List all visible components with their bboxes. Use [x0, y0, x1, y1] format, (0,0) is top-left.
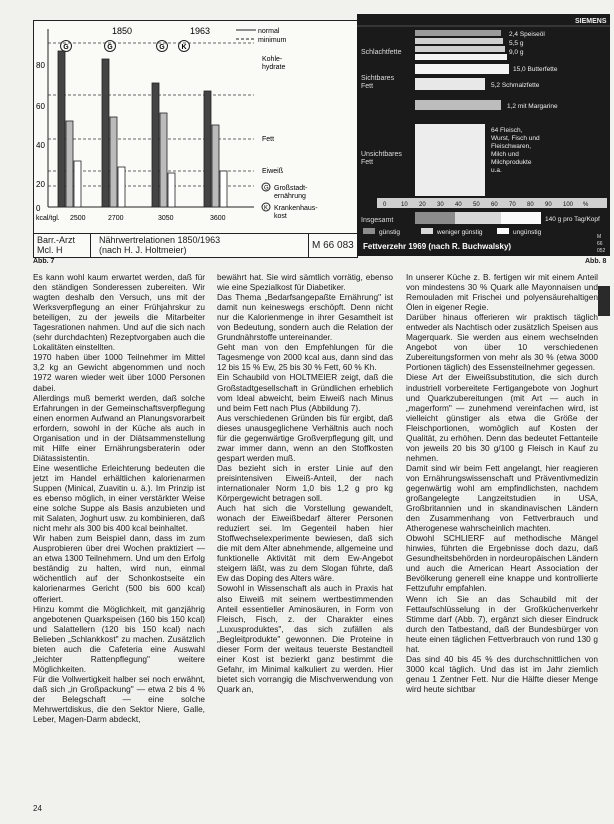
- fig7-circle-markers: [61, 41, 190, 52]
- svg-text:günstig: günstig: [379, 229, 400, 236]
- paragraph: Das Thema „Bedarfsangepaßte Ernährung" ist damit nun keineswegs erschöpft. Denn nicht nur die Kalorienmenge in ihrer Gesamtheit ist von Bedeutung, sondern auch die Relation der Grundnährstoffe untereinander.: [217, 292, 393, 343]
- svg-text:Großstadt-: Großstadt-: [274, 185, 308, 192]
- svg-text:hydrate: hydrate: [262, 64, 286, 71]
- svg-text:Sichtbares: Sichtbares: [361, 75, 395, 82]
- fig8-bar-3: [415, 54, 507, 60]
- fig8-axis: [377, 198, 607, 208]
- fig8-side-code: [597, 234, 606, 254]
- fig8-legend: [363, 228, 542, 236]
- svg-text:u.a.: u.a.: [491, 167, 502, 174]
- fig7-year-1963: 1963: [190, 26, 211, 36]
- svg-text:K: K: [264, 205, 269, 212]
- siemens-logo: SIEMENS: [575, 18, 607, 25]
- paragraph: In unserer Küche z. B. fertigen wir mit einem Anteil von mindestens 30 % Quark alle Mayonnaisen und Remouladen mit Frischei und polyensäurehaltigen Ölen in eigener Regie.: [406, 272, 598, 313]
- svg-text:2500: 2500: [70, 215, 86, 222]
- fig7-x-ticks: [36, 215, 226, 222]
- fig7-bar-g2-kh: [102, 59, 109, 207]
- paragraph: Für die Vollwertigkeit halber sei noch erwähnt, daß sich „in Großpackung" — etwa 2 bis 4 % der Belegschaft — eine solche Mehrwertdiskus, die den Sektor Niere, Galle, Leber, Magen-Darm abdeckt,: [33, 673, 205, 725]
- paragraph: Aus verschiedenen Gründen bis für ergibt, daß dieses unausgeglichene Verhältnis auch noch für die gegenwärtige Großverpflegung gilt, und zwar immer dann, wenn an den Stoffkosten gespart werden muß.: [217, 412, 393, 463]
- svg-text:2,4 Speiseöl: 2,4 Speiseöl: [509, 31, 545, 38]
- svg-text:G: G: [107, 44, 113, 51]
- svg-text:Milch und: Milch und: [491, 151, 519, 158]
- paragraph: Damit sind wir beim Fett angelangt, hier reagieren von Ernährungswissenschaft und Präventivmedizin gegenwärtig wohl am empfindlichsten, nachdem großangelegte Langzeitstudien in USA, Großbritannien und in skandinavischen Ländern den Zusammenhang von Fettverbrauch und Atherogenese wahrscheinlich machten.: [406, 462, 598, 534]
- fig8-bar-labels: [491, 31, 558, 174]
- paragraph: Wenn ich Sie an das Schaubild mit der Fettaufschlüsselung in der Großküchenverkehr Stimme darf (Abb. 7), ergänzt sich dieser Eindruck durch den Tatbestand, daß der Bundesbürger von heute einen täglichen Fettverbrauch von rund 130 g hat.: [406, 593, 598, 654]
- text-column-2: [217, 272, 393, 694]
- svg-text:052: 052: [597, 248, 606, 254]
- fig7-bar-g3-fett: [160, 113, 167, 207]
- paragraph: Allerdings muß bemerkt werden, daß solche Erfahrungen in der Gemeinschaftsverpflegung einen enormen Aufwand an Planungsvorarbeit erfordern, sowohl in der Küche als auch in Organisation und in der Diätsammenstellung mit Hilfe einer Ernährungsberaterin oder Diätassistentin.: [33, 392, 205, 463]
- fig8-total-label: 140 g pro Tag/Kopf: [545, 216, 600, 223]
- svg-text:Fleischwaren,: Fleischwaren,: [491, 143, 532, 150]
- page-number: 24: [33, 804, 42, 813]
- fig7-year-1850: 1850: [112, 26, 133, 36]
- fig7-chart: [34, 21, 357, 233]
- paragraph: Sowohl in Wissenschaft als auch in Praxis hat also Eiweiß mit seinem wertbestimmenden Anteil essentieller Aminosäuren, in Form von Fleisch, Fisch, z. der Charakter eines „Luxusproduktes", das sich zufällen als „Begleitprodukte" gewonnen. Die Proteine in dieser Form der weitaus teuerste Bestandteil einer Kost ist bezierkt ganz bestimmt die Gefahr, im Minimal kalkuliert zu werden. Hier bietet sich vorrangig die Mischverwendung von Quark an,: [217, 583, 393, 694]
- svg-text:80: 80: [36, 61, 45, 70]
- svg-text:30: 30: [437, 202, 444, 208]
- svg-text:3050: 3050: [158, 215, 174, 222]
- paragraph: Es kann wohl kaum erwartet werden, daß für den ständigen Sonderessen zubereiten. Wir wagten deshalb den Versuch, uns mit der Werksverpflegung an einer Frühjahrskur zu beteiligen, zu der jeweils die Mitarbeiter Tagesrationen nahmen. Und auf die sich nach (sehr durchdachten) Rezeptvorgaben auch die Lokalitäten einstellten.: [33, 272, 205, 353]
- fig8-bar-oel: [415, 30, 501, 36]
- svg-text:Fett: Fett: [361, 83, 374, 90]
- svg-text:G: G: [264, 185, 269, 192]
- svg-text:Krankenhaus-: Krankenhaus-: [274, 205, 318, 212]
- fig8-bar-schmalz: [415, 78, 485, 90]
- svg-text:Milchprodukte: Milchprodukte: [491, 159, 532, 166]
- svg-text:64 Fleisch,: 64 Fleisch,: [491, 127, 523, 134]
- svg-text:60: 60: [491, 202, 498, 208]
- svg-text:Fett: Fett: [262, 136, 275, 143]
- fig8-title: Fettverzehr 1969 (nach R. Buchwalsky): [363, 242, 512, 251]
- svg-text:kost: kost: [274, 213, 287, 220]
- paragraph: Darüber hinaus offerieren wir praktisch täglich entweder als Nachtisch oder zusätzlich Speisen aus Magerquark. Sie werden aus einem wechselnden Angebot von über 10 verschiedenen Zubereitungsformen von mehr als 30 % (etwa 3000 Portionen täglich) des Essensteilnehmer gegessen.: [406, 312, 598, 373]
- fig7-bar-g2-eiweiss: [118, 167, 125, 207]
- svg-text:M: M: [597, 234, 602, 240]
- fig8-bar-2: [415, 46, 505, 52]
- svg-text:normal: normal: [258, 28, 280, 35]
- svg-text:Insgesamt: Insgesamt: [361, 217, 394, 224]
- fig7-bar-g1-fett: [66, 121, 73, 207]
- fig7-caption-box: [34, 233, 357, 257]
- svg-text:G: G: [63, 44, 69, 51]
- paragraph: 1970 haben über 1000 Teilnehmer im Mittel 3,2 kg an Gewicht abgenommen und noch 1972 waren wieder weit über 1000 Personen dabei.: [33, 352, 205, 393]
- svg-text:ernährung: ernährung: [274, 193, 306, 200]
- svg-text:%: %: [583, 202, 589, 208]
- svg-text:40: 40: [36, 141, 45, 150]
- svg-text:2700: 2700: [108, 215, 124, 222]
- svg-text:15,0 Butterfette: 15,0 Butterfette: [513, 66, 558, 73]
- svg-text:0: 0: [383, 202, 387, 208]
- paragraph: Das sind 40 bis 45 % des durchschnittlichen von 3000 kcal täglich. Und das ist im Jahr ziemlich genau 1 Zentner Fett. Nur die Hälfte dieser Menge wird heute sichtbar: [406, 653, 598, 694]
- fig7-bar-g2-fett: [110, 117, 117, 207]
- fig7-title: Nährwertrelationen 1850/1963 (nach H. J. Holtmeier): [91, 234, 309, 257]
- fig7-bar-g1-eiweiss: [74, 161, 81, 207]
- svg-text:minimum: minimum: [258, 37, 287, 44]
- svg-text:0: 0: [36, 204, 41, 213]
- paragraph: Wir haben zum Beispiel dann, dass im zum Ausprobieren über drei Wochen praktiziert — an etwa 1300 Teilnehmern. Und um den Erfolg beständig zu halten, wird nun, einmal wöchentlich auf der Schonkostseite ein kalorienarmes Gericht (500 bis 600 kcal) offeriert.: [33, 533, 205, 604]
- fig7-bar-g3-eiweiss: [168, 173, 175, 207]
- svg-text:90: 90: [545, 202, 552, 208]
- fig8-row-labels: [361, 49, 402, 224]
- svg-text:Wurst, Fisch und: Wurst, Fisch und: [491, 135, 540, 142]
- fig7-caption: Abb. 7: [33, 258, 55, 265]
- paragraph: Eine wesentliche Erleichterung bedeuten die jetzt im Handel erhältlichen kalorienarmen Suppen (Minical, Zuavitin u. ä.). Im Prinzip ist es ebenso möglich, in einer verstärkter Weise eine solche Suppe als Basis anzubieten und mit Salaten, Joghurt usw. zu kombinieren, daß nicht mehr als 300 bis 400 kcal beinhaltet.: [33, 462, 205, 534]
- fig7-y-ticks: [36, 61, 45, 213]
- text-column-1: [33, 272, 205, 724]
- svg-text:Eiweiß: Eiweiß: [262, 168, 284, 175]
- figure-7: [33, 20, 358, 258]
- svg-text:Schlachtfette: Schlachtfette: [361, 49, 402, 56]
- paragraph: Hinzu kommt die Möglichkeit, mit ganzjährig angebotenen Quarkspeisen (160 bis 150 kcal) und Salattellern (120 bis 150 kcal) nach Belieben „Schlankkost" zu machen. Zusätzlich bieten auch die Cafeteria eine Auswahl „leichter Rattenpflegung" weitere Möglichkeiten.: [33, 603, 205, 674]
- paragraph: bewährt hat. Sie wird sämtlich vorrätig, ebenso wie eine Spezialkost für Diabetiker.: [217, 272, 393, 293]
- fig8-bar-fleisch: [415, 124, 485, 196]
- text-column-3: [406, 272, 598, 694]
- svg-text:70: 70: [509, 202, 516, 208]
- svg-text:40: 40: [455, 202, 462, 208]
- svg-text:kcal/tgl.: kcal/tgl.: [36, 215, 60, 222]
- svg-text:1,2 mit Margarine: 1,2 mit Margarine: [507, 103, 558, 110]
- svg-text:9,0 g: 9,0 g: [509, 49, 524, 56]
- svg-text:3600: 3600: [210, 215, 226, 222]
- page-edge-tab: [598, 286, 610, 316]
- svg-text:G: G: [159, 44, 165, 51]
- svg-text:Kohle-: Kohle-: [262, 56, 283, 63]
- fig7-bar-g4-kh: [204, 91, 211, 207]
- paragraph: Diese Art der Eiweißsubstitution, die sich durch industriell vorbereitete Fertigangebote von Joghurt und Quarkzubereitungen (mit Art — auch in „magerform" — zunehmend vereinfachen wird, ist vielleicht günstiger als etwa die Größe der Fleischportionen, womöglich auf Kosten der Qualität, zu erhöhen. Denn das bedeutet Fettanteile von jeweils 20 bis 30 g/100 g Fleisch in Kauf zu nehmen.: [406, 372, 598, 463]
- fig7-bar-g4-fett: [212, 125, 219, 207]
- svg-text:K: K: [181, 44, 187, 51]
- fig7-source: Barr.-Arzt Mcl. H: [34, 234, 91, 257]
- fig8-bar-1: [415, 38, 503, 44]
- fig7-bar-g1-kh: [58, 51, 65, 207]
- figure-8: [357, 14, 610, 256]
- fig7-bar-g4-eiweiss: [220, 171, 227, 207]
- paragraph: Ein Schaubild von HOLTMEIER zeigt, daß die Großstadtgesellschaft in Gründlichen erheblich vom Ideal abweicht, beim Eiweiß nach Minus und beim Fett nach Plus (Abbildung 7).: [217, 372, 393, 413]
- fig7-code: M 66 083: [312, 239, 354, 251]
- fig8-bar-total-3: [501, 212, 541, 224]
- svg-text:weniger günstig: weniger günstig: [437, 229, 483, 236]
- fig8-bar-total-2: [455, 212, 501, 224]
- paragraph: Obwohl SCHLIERF auf methodische Mängel hinwies, führten die Ergebnisse doch dazu, daß Gesundheitsbehörden in nordeuropäischen Ländern und auch die American Heart Association der Bevölkerung generell eine knappe und kontrollierte Fettzufuhr empfahlen.: [406, 533, 598, 594]
- fig7-bar-g3-kh: [152, 83, 159, 207]
- svg-text:5,5 g: 5,5 g: [509, 40, 524, 47]
- fig8-bar-margarine: [415, 100, 501, 110]
- svg-text:100: 100: [563, 202, 574, 208]
- paragraph: Geht man von den Empfehlungen für die Tagesmenge von 2000 kcal aus, dann sind das 12 bis 15 % Ew, 25 bis 30 % Fett, 60 % Kh.: [217, 342, 393, 373]
- svg-text:50: 50: [473, 202, 480, 208]
- paragraph: Das bezieht sich in erster Linie auf den preisintensiven Eiweiß-Anteil, der nach internationaler Norm 1,0 bis 1,2 g pro kg Körpergewicht betragen soll.: [217, 462, 393, 504]
- svg-text:10: 10: [401, 202, 408, 208]
- svg-text:80: 80: [527, 202, 534, 208]
- fig8-bar-butter: [415, 64, 509, 74]
- fig8-bar-total-1: [415, 212, 455, 224]
- fig7-legend: [236, 28, 318, 220]
- svg-text:20: 20: [419, 202, 426, 208]
- fig8-caption: Abb. 8: [585, 258, 607, 265]
- svg-text:5,2 Schmalzfette: 5,2 Schmalzfette: [491, 82, 540, 89]
- svg-text:Fett: Fett: [361, 159, 374, 166]
- paragraph: Auch hat sich die Vorstellung gewandelt, wonach der Eiweißbedarf älterer Personen reduziert sei. Im Gegenteil haben hier Stoffwechselexperimente bewiesen, daß sich die mit dem Alter abnehmende, allgemeine und funktionelle Aktivität mit dem Ew-Angebot steigern läßt, was zu dem Slogan führte, daß Ew das Doping des Alters wäre.: [217, 503, 393, 584]
- svg-text:20: 20: [36, 180, 45, 189]
- svg-text:Unsichtbares: Unsichtbares: [361, 151, 402, 158]
- svg-text:66: 66: [597, 241, 603, 247]
- fig7-bars: [58, 51, 227, 207]
- svg-text:ungünstig: ungünstig: [513, 229, 542, 236]
- svg-text:60: 60: [36, 102, 45, 111]
- fig8-chart: [357, 14, 610, 256]
